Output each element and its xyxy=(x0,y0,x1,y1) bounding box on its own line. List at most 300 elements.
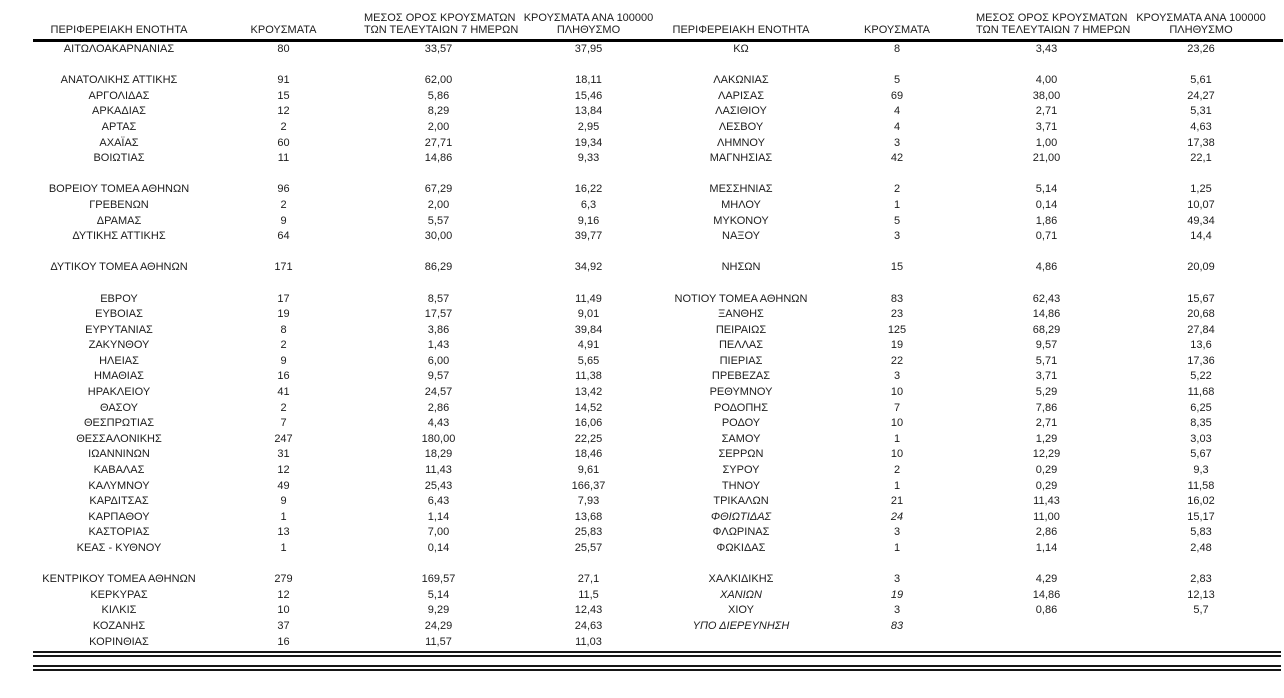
left-name-cell: ΓΡΕΒΕΝΩΝ xyxy=(89,198,149,211)
left-cases-cell: 60 xyxy=(277,136,290,149)
left-cases-cell xyxy=(205,58,362,74)
right-avg7-cell: 62,43 xyxy=(1032,292,1061,305)
left-avg7-cell xyxy=(362,245,515,261)
left-name-cell: ΗΡΑΚΛΕΙΟΥ xyxy=(87,386,151,399)
right-name-cell xyxy=(662,58,820,74)
left-avg7-cell: 9,57 xyxy=(427,370,450,383)
left-avg7-cell: 11,43 xyxy=(425,464,452,477)
right-name-cell: ΦΩΚΙΔΑΣ xyxy=(716,542,766,554)
left-per100k-cell: 166,37 xyxy=(571,479,606,492)
right-name-cell: ΚΩ xyxy=(733,43,749,55)
left-cases-cell: 10 xyxy=(277,604,290,617)
left-cases-cell: 2 xyxy=(280,198,287,211)
right-name-cell: ΜΥΚΟΝΟΥ xyxy=(713,214,769,227)
left-name-cell: ΚΟΡΙΝΘΙΑΣ xyxy=(89,635,149,648)
right-avg7-cell: 0,29 xyxy=(1035,464,1058,477)
left-avg7-cell: 67,29 xyxy=(424,183,453,196)
table-row xyxy=(33,603,1283,619)
left-per100k-cell: 13,42 xyxy=(574,386,603,399)
left-per100k-cell: 24,63 xyxy=(574,619,603,632)
bottom-double-rule-upper xyxy=(33,651,1281,657)
right-name-cell: ΠΕΛΛΑΣ xyxy=(718,339,764,352)
left-cases-cell: 12 xyxy=(277,105,290,118)
left-avg7-cell: 14,86 xyxy=(424,152,453,165)
right-avg7-cell: 0,86 xyxy=(1035,604,1058,617)
right-avg7-cell: 5,14 xyxy=(1035,183,1058,196)
left-name-cell: ΑΝΑΤΟΛΙΚΗΣ ΑΤΤΙΚΗΣ xyxy=(60,74,178,87)
table-row xyxy=(33,167,1283,183)
right-name-cell: ΜΕΣΣΗΝΙΑΣ xyxy=(709,183,773,196)
right-avg7-cell: 12,29 xyxy=(1032,448,1061,461)
left-name-cell: ΚΕΝΤΡΙΚΟΥ ΤΟΜΕΑ ΑΘΗΝΩΝ xyxy=(42,573,196,586)
table-row xyxy=(33,260,1283,276)
right-per100k-cell: 2,83 xyxy=(1190,573,1212,586)
right-cases-cell: 19 xyxy=(890,339,904,352)
right-name-cell: ΜΑΓΝΗΣΙΑΣ xyxy=(709,152,773,165)
left-avg7-cell: 27,71 xyxy=(424,136,453,149)
left-per100k-cell: 11,49 xyxy=(575,292,602,305)
right-avg7-cell: 21,00 xyxy=(1032,152,1061,165)
left-per100k-cell: 11,38 xyxy=(575,370,602,383)
right-per100k-cell: 49,34 xyxy=(1187,214,1215,227)
left-avg7-cell: 6,00 xyxy=(427,354,450,367)
right-cases-cell: 3 xyxy=(893,526,901,539)
right-cases-cell: 1 xyxy=(893,432,901,445)
right-per100k-cell: 5,7 xyxy=(1193,604,1209,617)
right-cases-cell xyxy=(820,245,974,261)
left-name-cell: ΕΥΡΥΤΑΝΙΑΣ xyxy=(85,323,153,336)
right-per100k-cell xyxy=(1119,635,1283,651)
left-cases-cell: 9 xyxy=(280,354,287,367)
right-avg7-cell: 4,00 xyxy=(1035,74,1058,87)
right-per100k-cell: 22,1 xyxy=(1190,152,1212,165)
right-cases-cell: 3 xyxy=(893,136,901,149)
right-avg7-cell: 1,00 xyxy=(1035,136,1058,149)
left-avg7-cell xyxy=(362,557,515,573)
left-per100k-cell: 18,11 xyxy=(575,74,602,87)
header-region-left-label: ΠΕΡΙΦΕΡΕΙΑΚΗ ΕΝΟΤΗΤΑ xyxy=(50,24,188,36)
right-cases-cell xyxy=(820,58,974,74)
right-cases-cell: 10 xyxy=(890,448,904,461)
right-name-cell: ΣΥΡΟΥ xyxy=(722,464,760,477)
table-row xyxy=(33,323,1283,339)
right-name-cell: ΛΑΡΙΣΑΣ xyxy=(717,89,764,102)
left-name-cell: ΚΟΖΑΝΗΣ xyxy=(92,619,146,632)
right-name-cell: ΛΗΜΝΟΥ xyxy=(717,136,765,149)
table-header-row xyxy=(33,8,1283,41)
right-avg7-cell: 7,86 xyxy=(1035,401,1058,414)
right-cases-cell: 1 xyxy=(893,479,901,492)
header-avg7-right-line1: ΜΕΣΟΣ ΟΡΟΣ ΚΡΟΥΣΜΑΤΩΝ xyxy=(976,12,1128,24)
table-row xyxy=(33,635,1283,651)
right-cases-cell: 3 xyxy=(893,370,901,383)
header-avg7-left-line1: ΜΕΣΟΣ ΟΡΟΣ ΚΡΟΥΣΜΑΤΩΝ xyxy=(364,12,516,24)
right-avg7-cell: 4,86 xyxy=(1035,261,1058,274)
left-avg7-cell: 1,14 xyxy=(427,510,450,523)
right-per100k-cell xyxy=(1119,276,1283,292)
right-cases-cell: 10 xyxy=(890,386,904,399)
right-cases-cell: 69 xyxy=(890,89,904,102)
right-per100k-cell xyxy=(1119,167,1283,183)
left-avg7-cell: 24,29 xyxy=(424,619,453,632)
left-cases-cell: 96 xyxy=(277,183,290,196)
right-cases-cell xyxy=(820,557,974,573)
left-cases-cell: 279 xyxy=(274,573,293,586)
header-region-right xyxy=(662,8,820,41)
right-cases-cell: 4 xyxy=(893,105,901,118)
left-cases-cell: 1 xyxy=(280,510,287,523)
left-name-cell: ΔΥΤΙΚΗΣ ΑΤΤΙΚΗΣ xyxy=(72,230,166,243)
right-per100k-cell: 23,26 xyxy=(1187,43,1215,55)
left-cases-cell: 16 xyxy=(277,370,290,383)
table-row xyxy=(33,557,1283,573)
header-per100k-right-line2: ΠΛΗΘΥΣΜΟ xyxy=(1169,24,1233,36)
left-avg7-cell: 3,86 xyxy=(427,323,450,336)
left-per100k-cell: 34,92 xyxy=(574,261,603,274)
right-cases-cell: 15 xyxy=(890,261,904,274)
left-per100k-cell: 5,65 xyxy=(577,354,600,367)
table-row xyxy=(33,494,1283,510)
left-cases-cell: 91 xyxy=(277,74,290,87)
left-name-cell: ΒΟΡΕΙΟΥ ΤΟΜΕΑ ΑΘΗΝΩΝ xyxy=(48,183,190,196)
left-cases-cell: 31 xyxy=(277,448,290,461)
right-cases-cell: 2 xyxy=(893,464,901,477)
right-name-cell: ΡΟΔΟΠΗΣ xyxy=(713,401,769,414)
right-cases-cell: 83 xyxy=(890,619,904,632)
table-row xyxy=(33,58,1283,74)
left-name-cell: ΖΑΚΥΝΘΟΥ xyxy=(88,339,150,352)
right-cases-cell: 8 xyxy=(893,43,901,55)
right-avg7-cell: 9,57 xyxy=(1035,339,1058,352)
header-cases-left-label: ΚΡΟΥΣΜΑΤΑ xyxy=(250,24,317,36)
left-cases-cell: 2 xyxy=(280,401,287,414)
table-row xyxy=(33,182,1283,198)
header-cases-right-label: ΚΡΟΥΣΜΑΤΑ xyxy=(864,24,930,36)
right-avg7-cell: 3,71 xyxy=(1035,120,1058,133)
right-cases-cell: 24 xyxy=(890,510,904,523)
left-cases-cell: 9 xyxy=(280,214,287,227)
table-row xyxy=(33,73,1283,89)
right-cases-cell: 5 xyxy=(893,74,901,87)
table-row xyxy=(33,525,1283,541)
right-name-cell xyxy=(662,167,820,183)
left-avg7-cell: 2,00 xyxy=(427,120,450,133)
left-avg7-cell: 0,14 xyxy=(427,542,450,554)
left-per100k-cell: 16,06 xyxy=(574,417,603,430)
right-per100k-cell: 1,25 xyxy=(1190,183,1212,196)
right-per100k-cell: 10,07 xyxy=(1187,198,1215,211)
right-avg7-cell: 38,00 xyxy=(1032,89,1061,102)
right-per100k-cell xyxy=(1119,557,1283,573)
left-cases-cell: 171 xyxy=(274,261,293,274)
right-avg7-cell: 14,86 xyxy=(1032,588,1061,601)
right-name-cell: ΦΘΙΩΤΙΔΑΣ xyxy=(710,510,772,523)
right-per100k-cell: 5,31 xyxy=(1190,105,1212,118)
table-row xyxy=(33,447,1283,463)
right-name-cell: ΡΟΔΟΥ xyxy=(721,417,761,430)
right-name-cell: ΠΡΕΒΕΖΑΣ xyxy=(711,370,771,383)
right-name-cell: ΣΑΜΟΥ xyxy=(721,432,761,445)
left-avg7-cell: 7,00 xyxy=(427,526,450,539)
left-name-cell: ΑΡΤΑΣ xyxy=(101,120,137,133)
right-avg7-cell: 68,29 xyxy=(1032,323,1061,336)
table-row xyxy=(33,479,1283,495)
left-avg7-cell: 1,43 xyxy=(427,339,450,352)
right-cases-cell: 3 xyxy=(893,230,901,243)
right-avg7-cell: 2,71 xyxy=(1035,417,1058,430)
left-name-cell: ΒΟΙΩΤΙΑΣ xyxy=(93,152,145,165)
header-per100k-right-line1: ΚΡΟΥΣΜΑΤΑ ΑΝΑ 100000 xyxy=(1136,12,1266,24)
left-avg7-cell: 2,86 xyxy=(427,401,450,414)
right-cases-cell: 125 xyxy=(887,323,907,336)
left-cases-cell: 37 xyxy=(277,619,290,632)
left-per100k-cell xyxy=(515,167,662,183)
left-cases-cell: 7 xyxy=(280,417,287,430)
left-avg7-cell: 18,29 xyxy=(424,448,453,461)
right-name-cell xyxy=(662,557,820,573)
left-avg7-cell: 8,57 xyxy=(427,292,450,305)
header-per100k-right xyxy=(1119,8,1283,41)
table-row xyxy=(33,432,1283,448)
left-cases-cell: 247 xyxy=(274,432,293,445)
table-row xyxy=(33,307,1283,323)
left-per100k-cell: 2,95 xyxy=(577,120,600,133)
right-name-cell xyxy=(662,276,820,292)
left-name-cell: ΘΕΣΠΡΩΤΙΑΣ xyxy=(83,417,155,430)
left-cases-cell xyxy=(205,276,362,292)
left-name-cell: ΕΥΒΟΙΑΣ xyxy=(95,308,143,321)
left-per100k-cell: 11,03 xyxy=(575,635,602,648)
table-row xyxy=(33,229,1283,245)
left-avg7-cell: 9,29 xyxy=(427,604,450,617)
left-cases-cell: 80 xyxy=(277,43,290,55)
right-avg7-cell: 3,43 xyxy=(1035,43,1058,55)
left-per100k-cell: 27,1 xyxy=(577,573,600,586)
right-per100k-cell: 15,17 xyxy=(1187,510,1215,523)
right-per100k-cell: 17,38 xyxy=(1187,136,1215,149)
left-name-cell: ΑΙΤΩΛΟΑΚΑΡΝΑΝΙΑΣ xyxy=(63,43,175,55)
right-per100k-cell xyxy=(1119,58,1283,74)
header-avg7-left xyxy=(362,8,519,41)
left-per100k-cell: 15,46 xyxy=(574,89,603,102)
right-cases-cell: 1 xyxy=(893,198,901,211)
right-per100k-cell: 5,61 xyxy=(1190,74,1212,87)
left-avg7-cell: 30,00 xyxy=(424,230,453,243)
left-name-cell: ΚΑΒΑΛΑΣ xyxy=(93,464,145,477)
table-row xyxy=(33,463,1283,479)
left-cases-cell xyxy=(205,557,362,573)
left-name-cell: ΚΑΡΔΙΤΣΑΣ xyxy=(89,495,149,508)
right-name-cell: ΦΛΩΡΙΝΑΣ xyxy=(712,526,770,539)
left-avg7-cell: 5,14 xyxy=(427,588,450,601)
right-per100k-cell: 14,4 xyxy=(1190,230,1212,243)
right-cases-cell: 19 xyxy=(890,588,904,601)
table-row xyxy=(33,104,1283,120)
left-name-cell: ΚΙΛΚΙΣ xyxy=(101,604,137,617)
table-row xyxy=(33,416,1283,432)
header-region-right-label: ΠΕΡΙΦΕΡΕΙΑΚΗ ΕΝΟΤΗΤΑ xyxy=(672,24,810,36)
left-cases-cell: 41 xyxy=(277,386,290,399)
left-per100k-cell xyxy=(515,245,662,261)
right-avg7-cell: 1,29 xyxy=(1035,432,1058,445)
left-avg7-cell xyxy=(362,167,515,183)
table-row xyxy=(33,276,1283,292)
header-per100k-left-line1: ΚΡΟΥΣΜΑΤΑ ΑΝΑ 100000 xyxy=(523,12,654,24)
table-row xyxy=(33,572,1283,588)
left-avg7-cell: 11,57 xyxy=(425,635,452,648)
right-name-cell: ΠΙΕΡΙΑΣ xyxy=(719,354,763,367)
left-avg7-cell: 62,00 xyxy=(424,74,453,87)
left-cases-cell: 15 xyxy=(277,89,290,102)
left-name-cell: ΕΒΡΟΥ xyxy=(100,292,138,305)
left-name-cell: ΑΡΓΟΛΙΔΑΣ xyxy=(88,89,150,102)
left-cases-cell xyxy=(205,245,362,261)
right-avg7-cell xyxy=(974,619,1119,635)
left-per100k-cell: 13,68 xyxy=(574,510,603,523)
table-row xyxy=(33,245,1283,261)
table-row xyxy=(33,588,1283,604)
left-per100k-cell: 22,25 xyxy=(574,432,603,445)
left-per100k-cell: 11,5 xyxy=(578,588,599,601)
left-name-cell: ΚΕΡΚΥΡΑΣ xyxy=(90,588,148,601)
right-name-cell: ΧΑΛΚΙΔΙΚΗΣ xyxy=(708,573,774,586)
table-row xyxy=(33,541,1283,557)
right-name-cell xyxy=(662,245,820,261)
left-name-cell: ΔΡΑΜΑΣ xyxy=(96,214,142,227)
right-avg7-cell xyxy=(974,167,1119,183)
right-avg7-cell: 1,86 xyxy=(1035,214,1058,227)
left-cases-cell: 11 xyxy=(277,152,290,165)
left-name-cell xyxy=(33,276,205,292)
right-cases-cell xyxy=(820,635,974,651)
header-per100k-left xyxy=(515,8,662,41)
right-cases-cell: 42 xyxy=(890,152,904,165)
left-name-cell xyxy=(33,58,205,74)
left-per100k-cell: 6,3 xyxy=(580,198,597,211)
left-per100k-cell xyxy=(515,557,662,573)
left-name-cell: ΗΜΑΘΙΑΣ xyxy=(94,370,144,383)
right-name-cell: ΛΑΚΩΝΙΑΣ xyxy=(713,74,769,87)
left-cases-cell: 17 xyxy=(277,292,290,305)
left-cases-cell: 2 xyxy=(280,339,287,352)
right-cases-cell: 4 xyxy=(893,120,901,133)
right-cases-cell: 3 xyxy=(893,573,901,586)
right-name-cell: ΠΕΙΡΑΙΩΣ xyxy=(715,323,767,336)
table-row xyxy=(33,214,1283,230)
table-row xyxy=(33,619,1283,635)
left-name-cell: ΘΕΣΣΑΛΟΝΙΚΗΣ xyxy=(76,432,162,445)
right-avg7-cell: 5,71 xyxy=(1035,354,1058,367)
right-name-cell xyxy=(662,635,820,651)
right-per100k-cell: 13,6 xyxy=(1190,339,1212,352)
right-avg7-cell: 1,14 xyxy=(1035,542,1058,554)
left-cases-cell: 16 xyxy=(277,635,290,648)
right-avg7-cell: 4,29 xyxy=(1035,573,1058,586)
header-cases-right xyxy=(820,8,974,41)
right-avg7-cell: 0,29 xyxy=(1035,479,1058,492)
left-avg7-cell: 8,29 xyxy=(427,105,450,118)
left-name-cell: ΚΑΛΥΜΝΟΥ xyxy=(88,479,150,492)
right-per100k-cell: 5,67 xyxy=(1190,448,1212,461)
left-avg7-cell: 169,57 xyxy=(421,573,456,586)
table-row xyxy=(33,292,1283,308)
left-name-cell: ΑΧΑΪΑΣ xyxy=(99,136,139,149)
right-per100k-cell: 20,68 xyxy=(1187,308,1215,321)
left-avg7-cell xyxy=(362,276,515,292)
left-per100k-cell: 16,22 xyxy=(574,183,603,196)
right-cases-cell: 5 xyxy=(893,214,901,227)
right-name-cell: ΥΠΟ ΔΙΕΡΕΥΝΗΣΗ xyxy=(692,619,790,632)
left-cases-cell: 1 xyxy=(280,542,287,554)
right-avg7-cell xyxy=(974,557,1119,573)
right-per100k-cell: 11,68 xyxy=(1187,386,1215,399)
left-cases-cell xyxy=(205,167,362,183)
left-cases-cell: 12 xyxy=(277,464,290,477)
right-name-cell: ΛΑΣΙΘΙΟΥ xyxy=(715,105,767,118)
left-per100k-cell: 9,61 xyxy=(577,464,600,477)
table-row xyxy=(33,151,1283,167)
right-name-cell: ΝΗΣΩΝ xyxy=(721,261,761,274)
left-name-cell xyxy=(33,245,205,261)
left-per100k-cell: 9,16 xyxy=(577,214,600,227)
table-row xyxy=(33,120,1283,136)
right-per100k-cell: 9,3 xyxy=(1193,464,1209,477)
left-per100k-cell: 4,91 xyxy=(577,339,600,352)
right-avg7-cell: 11,00 xyxy=(1033,510,1060,523)
left-name-cell: ΚΑΡΠΑΘΟΥ xyxy=(88,510,150,523)
right-avg7-cell: 0,14 xyxy=(1035,198,1058,211)
right-cases-cell: 3 xyxy=(893,604,901,617)
right-per100k-cell: 17,36 xyxy=(1187,354,1215,367)
right-per100k-cell xyxy=(1119,245,1283,261)
right-name-cell: ΜΗΛΟΥ xyxy=(721,198,761,211)
right-cases-cell: 21 xyxy=(890,495,904,508)
left-per100k-cell: 25,83 xyxy=(574,526,603,539)
right-per100k-cell: 12,13 xyxy=(1187,588,1215,601)
left-per100k-cell xyxy=(515,58,662,74)
table-row xyxy=(33,510,1283,526)
right-per100k-cell: 2,48 xyxy=(1190,542,1212,554)
left-name-cell: ΔΥΤΙΚΟΥ ΤΟΜΕΑ ΑΘΗΝΩΝ xyxy=(50,261,188,274)
right-per100k-cell: 27,84 xyxy=(1187,323,1215,336)
header-region-left xyxy=(33,8,205,41)
table-row xyxy=(33,198,1283,214)
right-avg7-cell: 14,86 xyxy=(1032,308,1061,321)
right-cases-cell xyxy=(820,276,974,292)
right-name-cell: ΝΟΤΙΟΥ ΤΟΜΕΑ ΑΘΗΝΩΝ xyxy=(674,292,808,305)
left-name-cell xyxy=(33,557,205,573)
right-avg7-cell: 2,71 xyxy=(1035,105,1058,118)
right-avg7-cell xyxy=(974,58,1119,74)
right-cases-cell: 83 xyxy=(890,292,904,305)
left-avg7-cell: 4,43 xyxy=(427,417,450,430)
left-cases-cell: 19 xyxy=(277,308,290,321)
right-cases-cell: 2 xyxy=(893,183,901,196)
right-cases-cell: 7 xyxy=(893,401,901,414)
left-per100k-cell: 39,77 xyxy=(574,230,603,243)
table-row xyxy=(33,136,1283,152)
left-name-cell: ΑΡΚΑΔΙΑΣ xyxy=(92,105,146,118)
left-avg7-cell: 17,57 xyxy=(424,308,453,321)
left-name-cell xyxy=(33,167,205,183)
left-per100k-cell: 25,57 xyxy=(574,542,603,554)
right-avg7-cell xyxy=(974,276,1119,292)
right-per100k-cell: 15,67 xyxy=(1187,292,1215,305)
right-cases-cell: 22 xyxy=(890,354,904,367)
right-name-cell: ΡΕΘΥΜΝΟΥ xyxy=(709,386,773,399)
header-avg7-left-line2: ΤΩΝ ΤΕΛΕΥΤΑΙΩΝ 7 ΗΜΕΡΩΝ xyxy=(364,24,519,36)
right-avg7-cell xyxy=(974,635,1119,651)
